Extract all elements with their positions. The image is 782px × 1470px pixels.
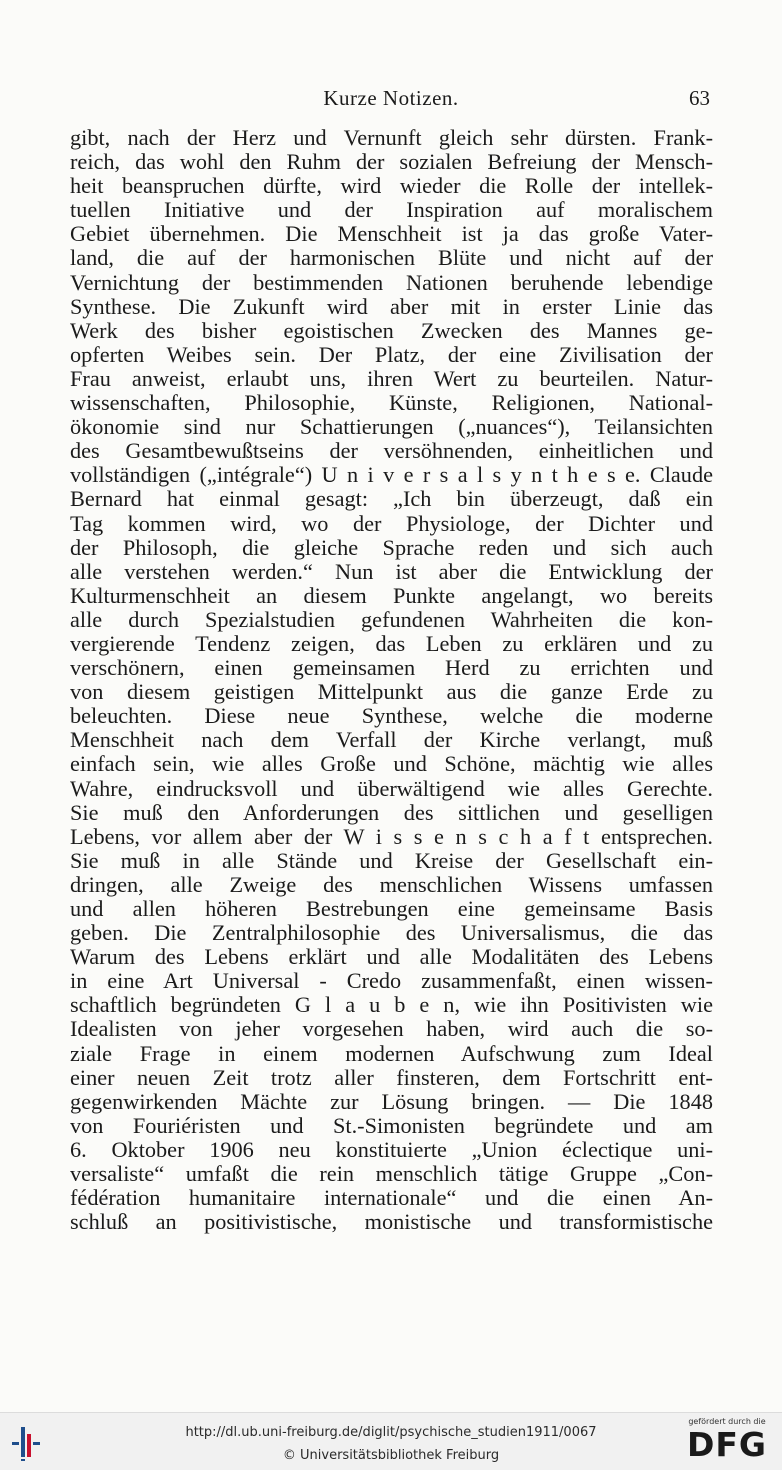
text-line: land, die auf der harmonischen Blüte und nicht auf der: [70, 245, 713, 271]
text-line: Gebiet übernehmen. Die Menschheit ist ja das große Vater-: [70, 221, 713, 247]
text-line: Synthese. Die Zukunft wird aber mit in erster Linie das: [70, 293, 713, 319]
text-line: Frau anweist, erlaubt uns, ihren Wert zu beurteilen. Natur-: [70, 365, 713, 391]
text-line: versaliste“ umfaßt die rein menschlich tätige Gruppe „Con-: [70, 1161, 713, 1187]
text-line: Sie muß in alle Stände und Kreise der Gesellschaft ein-: [70, 847, 713, 873]
text-line: wissenschaften, Philosophie, Künste, Religionen, National-: [70, 390, 713, 416]
text-line: geben. Die Zentralphilosophie des Universalismus, die das: [70, 920, 713, 946]
permalink-url[interactable]: http://dl.ub.uni-freiburg.de/diglit/psychische_studien1911/0067: [185, 1425, 597, 1440]
text-line: in eine Art Universal - Credo zusammenfaßt, einen wissen-: [70, 968, 713, 994]
viewer-footer: [0, 1412, 782, 1470]
copyright-notice: © Universitätsbibliothek Freiburg: [282, 1448, 500, 1463]
text-line: Warum des Lebens erklärt und alle Modalitäten des Lebens: [70, 944, 713, 970]
text-line: ökonomie sind nur Schattierungen („nuances“), Teilansichten: [70, 414, 713, 440]
text-line: Vernichtung der bestimmenden Nationen beruhende lebendige: [70, 269, 713, 295]
running-title: Kurze Notizen.: [323, 86, 459, 110]
text-line: beleuchten. Diese neue Synthese, welche die moderne: [70, 703, 713, 729]
text-line: Wahre, eindrucksvoll und überwältigend wie alles Gerechte.: [70, 775, 713, 801]
text-line: einfach sein, wie alles Große und Schöne, mächtig wie alles: [70, 751, 713, 777]
text-line: Lebens, vor allem aber der W i s s e n s c h a f t entsprechen.: [70, 823, 713, 849]
text-line: und allen höheren Bestrebungen eine gemeinsame Basis: [70, 896, 713, 921]
text-line: Tag kommen wird, wo der Physiologe, der Dichter und: [70, 510, 713, 536]
text-line: schluß an positivistische, monistische und transformistische: [70, 1209, 713, 1235]
text-line: einer neuen Zeit trotz aller finsteren, dem Fortschritt ent-: [70, 1064, 713, 1090]
text-line: 6. Oktober 1906 neu konstituierte „Union éclectique uni-: [70, 1136, 713, 1162]
text-line: von Fouriéristen und St.-Simonisten begründete und am: [70, 1112, 713, 1138]
text-line: Menschheit nach dem Verfall der Kirche verlangt, muß: [70, 727, 713, 753]
text-line: vollständigen („intégrale“) U n i v e r s a l s y n t h e s e. Claude: [70, 462, 713, 488]
text-line: reich, das wohl den Ruhm der sozialen Befreiung der Mensch-: [70, 149, 713, 175]
text-line: alle verstehen werden.“ Nun ist aber die Entwicklung der: [70, 558, 713, 584]
dfg-logo-text: DFG: [686, 1425, 768, 1464]
text-line: Sie muß den Anforderungen des sittlichen und geselligen: [70, 799, 713, 825]
text-line: alle durch Spezialstudien gefundenen Wahrheiten die kon-: [70, 606, 713, 632]
body-text: [70, 126, 713, 1234]
text-line: von diesem geistigen Mittelpunkt aus die ganze Erde zu: [70, 679, 713, 705]
running-head: [0, 86, 782, 116]
text-line: Kulturmenschheit an diesem Punkte angelangt, wo bereits: [70, 582, 713, 608]
text-line: Idealisten von jeher vorgesehen haben, wird auch die so-: [70, 1016, 713, 1042]
text-line: der Philosoph, die gleiche Sprache reden und sich auch: [70, 534, 713, 560]
text-line: vergierende Tendenz zeigen, das Leben zu erklären und zu: [70, 630, 713, 656]
text-line: dringen, alle Zweige des menschlichen Wissens umfassen: [70, 871, 713, 897]
dfg-caption: gefördert durch die: [688, 1417, 766, 1426]
text-line: gegenwirkenden Mächte zur Lösung bringen. — Die 1848: [70, 1088, 713, 1114]
text-line: ziale Frage in einem modernen Aufschwung zum Ideal: [70, 1040, 713, 1066]
text-line: verschönern, einen gemeinsamen Herd zu errichten und: [70, 655, 713, 681]
text-line: opferten Weibes sein. Der Platz, der eine Zivilisation der: [70, 341, 713, 367]
text-line: heit beanspruchen dürfte, wird wieder die Rolle der intellek-: [70, 173, 713, 199]
text-line: gibt, nach der Herz und Vernunft gleich sehr dürsten. Frank-: [70, 125, 713, 150]
text-line: Bernard hat einmal gesagt: „Ich bin überzeugt, daß ein: [70, 486, 713, 512]
text-line: tuellen Initiative und der Inspiration auf moralischem: [70, 197, 713, 223]
text-line: des Gesamtbewußtseins der versöhnenden, einheitlichen und: [70, 438, 713, 464]
text-line: fédération humanitaire internationale“ und die einen An-: [70, 1185, 713, 1211]
dfg-logo: [682, 1417, 772, 1467]
text-line: schaftlich begründeten G l a u b e n, wie ihn Positivisten wie: [70, 992, 713, 1018]
page-number: 63: [689, 86, 710, 110]
text-line: Werk des bisher egoistischen Zwecken des Mannes ge-: [70, 317, 713, 343]
